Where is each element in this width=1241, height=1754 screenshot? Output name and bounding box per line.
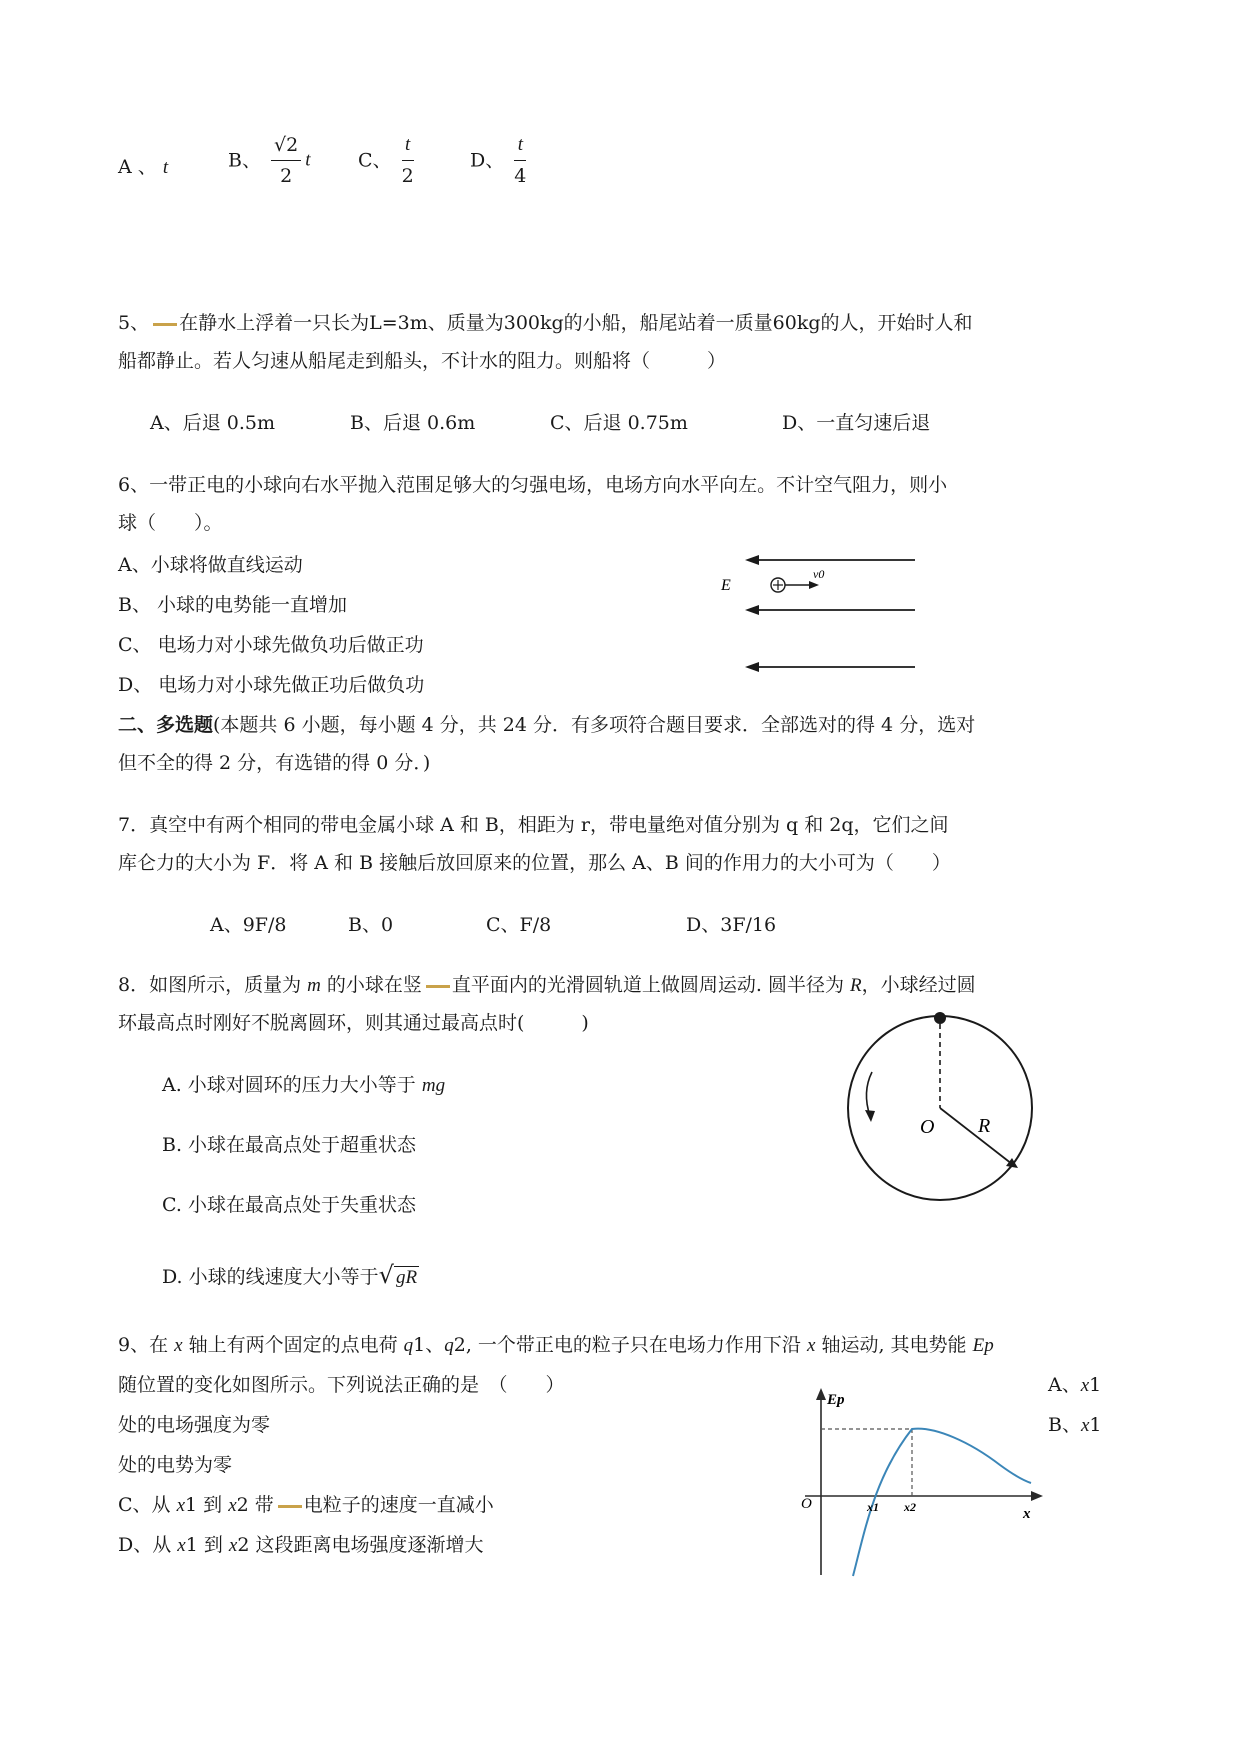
option-text: 1 到 bbox=[185, 1494, 229, 1516]
radius-label-R: R bbox=[978, 1115, 991, 1137]
option-text: 2 带 bbox=[236, 1494, 274, 1516]
section-instructions: (本题共 6 小题，每小题 4 分，共 24 分．有多项符合题目要求．全部选对的得 4 分，选对 bbox=[213, 714, 976, 736]
q7-option-c: C、F/8 bbox=[486, 914, 552, 936]
variable-x: x bbox=[1080, 1375, 1090, 1396]
option-label: B、 bbox=[1048, 1414, 1081, 1436]
q8-option-d bbox=[162, 1262, 419, 1291]
section-2-line-1 bbox=[118, 712, 975, 738]
q6-option-b: B、 小球的电势能一直增加 bbox=[118, 594, 348, 616]
section-title: 二、多选题 bbox=[118, 714, 214, 736]
q9-option-b-label bbox=[1048, 1412, 1102, 1439]
variable-q: q bbox=[444, 1335, 454, 1356]
q8-option-c: C. 小球在最高点处于失重状态 bbox=[162, 1194, 416, 1216]
x1-label: x1 bbox=[867, 1500, 879, 1514]
question-text: 轴上有两个固定的点电荷 bbox=[182, 1334, 404, 1356]
q8-circle-track-figure bbox=[840, 1008, 1040, 1208]
variable-x: x bbox=[1080, 1415, 1090, 1436]
section-2-line-2: 但不全的得 2 分，有选错的得 0 分．) bbox=[118, 752, 431, 774]
x2-label: x2 bbox=[904, 1500, 916, 1514]
q6-electric-field-figure bbox=[715, 540, 930, 680]
q6-option-c: C、 电场力对小球先做负功后做正功 bbox=[118, 634, 424, 656]
q6-line-2: 球（ ）。 bbox=[118, 512, 223, 534]
variable-q: q bbox=[403, 1335, 414, 1356]
variable-x: x bbox=[806, 1335, 816, 1356]
option-text: 1 到 bbox=[185, 1534, 229, 1556]
q6-option-a: A、小球将做直线运动 bbox=[118, 554, 303, 576]
option-value: t bbox=[162, 157, 169, 178]
variable-mg: mg bbox=[421, 1075, 446, 1096]
q5-option-b: B、后退 0.6m bbox=[350, 412, 476, 434]
radius-arrow bbox=[940, 1108, 1012, 1164]
q9-option-a-rest: 处的电场强度为零 bbox=[118, 1414, 271, 1436]
q5-line-1 bbox=[118, 310, 973, 336]
question-text: 1、 bbox=[413, 1334, 445, 1356]
q4-option-d bbox=[470, 132, 530, 189]
variable-Ep: Ep bbox=[972, 1335, 994, 1356]
question-text: 的小球在竖 bbox=[320, 974, 422, 996]
fraction-t-over-2 bbox=[402, 132, 414, 189]
question-text: 2, 一个带正电的粒子只在电场力作用下沿 bbox=[453, 1334, 807, 1356]
q4-option-b bbox=[228, 132, 311, 189]
x-axis-label: x bbox=[1023, 1506, 1031, 1522]
ep-axis-label: Ep bbox=[827, 1392, 845, 1408]
variable-R: R bbox=[850, 975, 862, 996]
fraction-denominator: 4 bbox=[514, 165, 527, 187]
option-text: 电粒子的速度一直减小 bbox=[303, 1494, 494, 1516]
q8-option-a bbox=[162, 1072, 445, 1099]
q9-option-d bbox=[118, 1532, 483, 1559]
option-text: C、从 bbox=[118, 1494, 177, 1516]
variable-x: x bbox=[228, 1495, 237, 1516]
q4-option-a bbox=[118, 154, 168, 181]
motion-direction-arrow bbox=[866, 1072, 872, 1116]
option-label: B、 bbox=[228, 149, 261, 172]
subscript-1: 1 bbox=[1089, 1414, 1102, 1436]
answer-blank bbox=[426, 985, 450, 988]
q4-option-c bbox=[358, 132, 418, 189]
q6-option-d: D、 电场力对小球先做正功后做负功 bbox=[118, 674, 425, 696]
variable-x: x bbox=[174, 1335, 183, 1356]
answer-blank bbox=[278, 1505, 302, 1508]
option-text: D. 小球的线速度大小等于 bbox=[162, 1266, 379, 1288]
subscript-1: 1 bbox=[1089, 1374, 1102, 1396]
option-label: A、 bbox=[1048, 1374, 1081, 1396]
q5-option-a: A、后退 0.5m bbox=[150, 412, 275, 434]
question-text: 9、在 bbox=[118, 1334, 175, 1356]
fraction-denominator: 2 bbox=[280, 165, 293, 187]
q6-line-1: 6、一带正电的小球向右水平抛入范围足够大的匀强电场，电场方向水平向左。不计空气阻力，则小 bbox=[118, 474, 948, 496]
q9-option-a-label bbox=[1048, 1372, 1101, 1399]
question-number: 5、 bbox=[118, 312, 150, 334]
variable-m: m bbox=[307, 975, 321, 996]
question-text: 直平面内的光滑圆轨道上做圆周运动. 圆半径为 bbox=[451, 974, 851, 996]
ball-at-top bbox=[934, 1012, 946, 1024]
field-label-E: E bbox=[721, 577, 731, 594]
option-label: D、 bbox=[470, 149, 505, 172]
q8-line-2: 环最高点时刚好不脱离圆环，则其通过最高点时( ) bbox=[118, 1012, 589, 1034]
q7-line-1: 7．真空中有两个相同的带电金属小球 A 和 B，相距为 r，带电量绝对值分别为 q 和 2q，它们之间 bbox=[118, 814, 949, 836]
variable-x: x bbox=[176, 1495, 186, 1516]
sqrt-radicand: gR bbox=[395, 1267, 418, 1288]
answer-blank bbox=[153, 323, 177, 326]
option-text: D、从 bbox=[118, 1534, 178, 1556]
ep-curve bbox=[853, 1429, 1031, 1576]
question-text: 轴运动, 其电势能 bbox=[815, 1334, 973, 1356]
sqrt-icon: √ bbox=[378, 1261, 394, 1289]
center-label-O: O bbox=[920, 1116, 935, 1138]
q9-option-c bbox=[118, 1492, 494, 1519]
question-text: 8．如图所示，质量为 bbox=[118, 974, 308, 996]
option-label: A 、 bbox=[118, 156, 157, 178]
variable-x: x bbox=[228, 1535, 238, 1556]
fraction-t-over-4 bbox=[514, 132, 526, 189]
q7-option-d: D、3F/16 bbox=[686, 914, 777, 936]
option-label: C、 bbox=[358, 149, 392, 172]
q9-line-2: 随位置的变化如图所示。下列说法正确的是 （ ） bbox=[118, 1374, 565, 1396]
option-variable: t bbox=[305, 149, 311, 171]
q5-option-d: D、一直匀速后退 bbox=[782, 412, 931, 434]
q9-line-1 bbox=[118, 1332, 994, 1359]
variable-x: x bbox=[177, 1535, 186, 1556]
q9-option-b-rest: 处的电势为零 bbox=[118, 1454, 233, 1476]
q9-potential-energy-graph bbox=[795, 1380, 1045, 1580]
origin-label-O: O bbox=[801, 1496, 812, 1512]
fraction-denominator: 2 bbox=[401, 165, 414, 187]
q7-option-b: B、0 bbox=[348, 914, 394, 936]
q7-line-2: 库仑力的大小为 F．将 A 和 B 接触后放回原来的位置，那么 A、B 间的作用力的大小可为（ ） bbox=[118, 852, 951, 874]
fraction-sqrt2-over-2 bbox=[271, 132, 301, 189]
question-text: 在静水上浮着一只长为L=3m、质量为300kg的小船，船尾站着一质量60kg的人，开始时人和 bbox=[179, 312, 973, 334]
fraction-numerator: √2 bbox=[271, 132, 301, 161]
velocity-label-v0: v0 bbox=[813, 567, 825, 581]
q5-line-2: 船都静止。若人匀速从船尾走到船头，不计水的阻力。则船将（ ） bbox=[118, 350, 727, 372]
q8-option-b: B. 小球在最高点处于超重状态 bbox=[162, 1134, 417, 1156]
option-text: A. 小球对圆环的压力大小等于 bbox=[162, 1074, 422, 1096]
q5-option-c: C、后退 0.75m bbox=[550, 412, 688, 434]
question-text: ，小球经过圆 bbox=[861, 974, 976, 996]
fraction-numerator: t bbox=[514, 132, 526, 161]
fraction-numerator: t bbox=[402, 132, 414, 161]
option-text: 2 这段距离电场强度逐渐增大 bbox=[237, 1534, 484, 1556]
q8-line-1 bbox=[118, 972, 976, 999]
q7-option-a: A、9F/8 bbox=[210, 914, 287, 936]
